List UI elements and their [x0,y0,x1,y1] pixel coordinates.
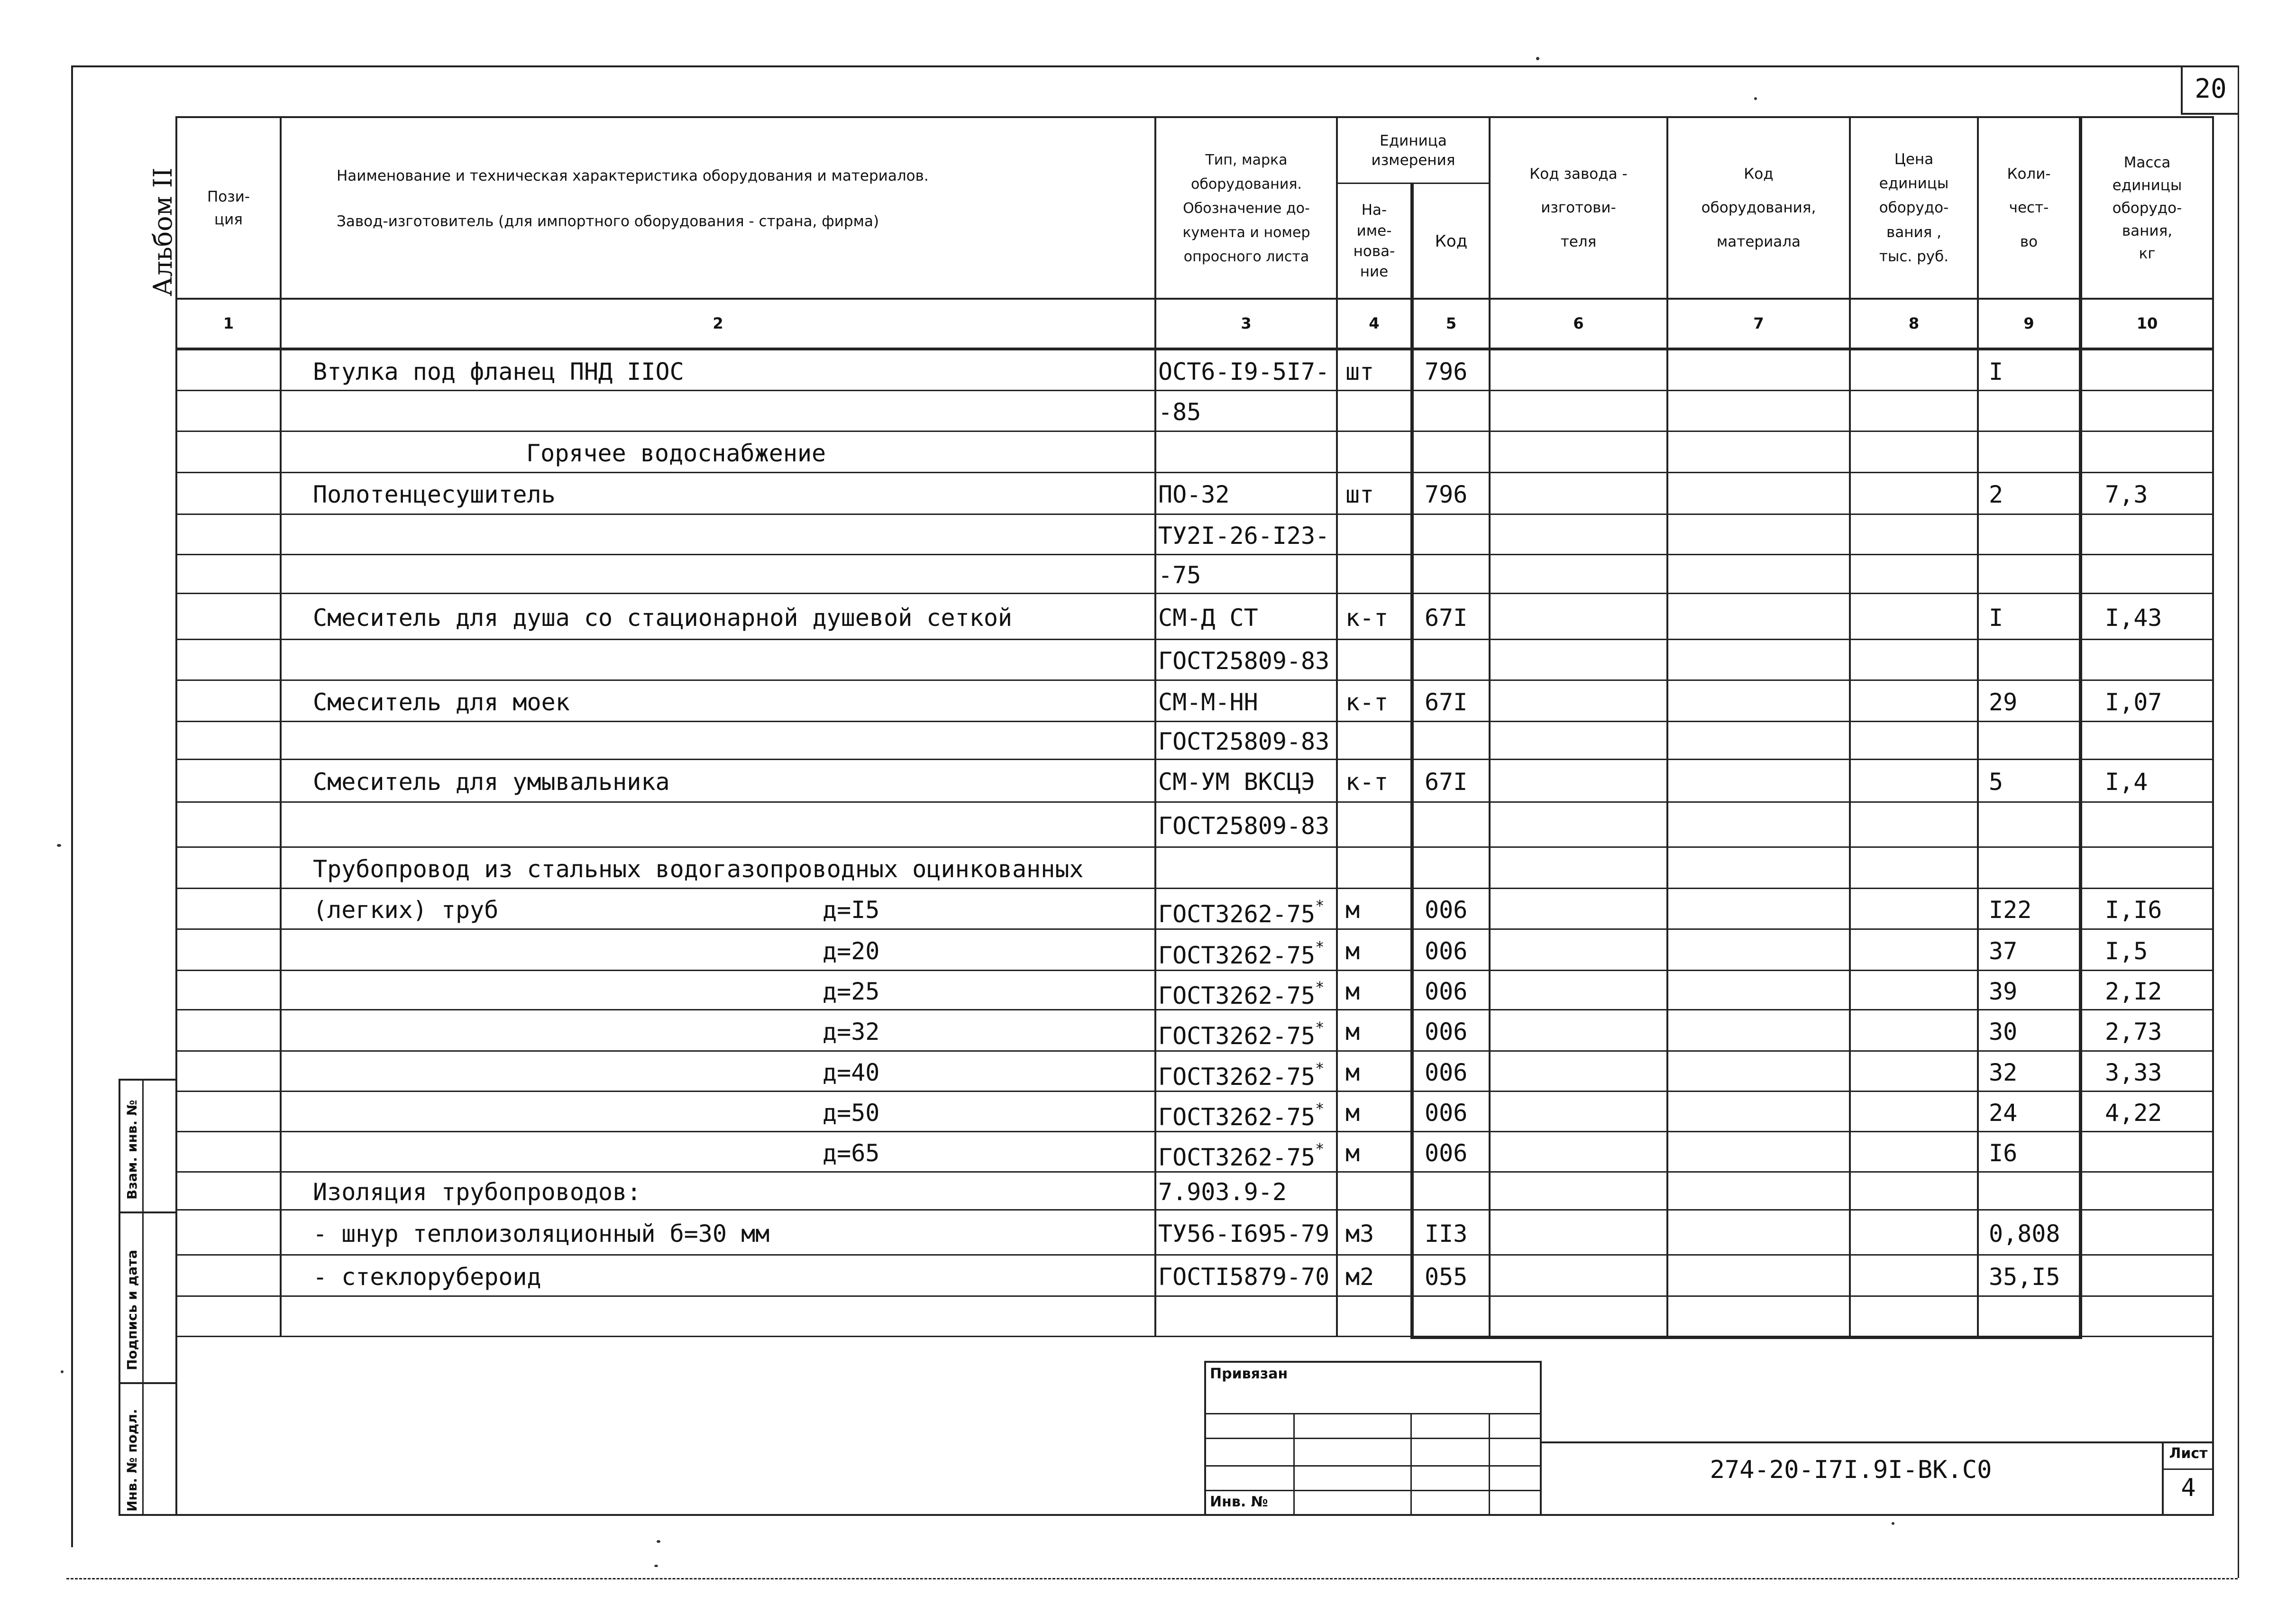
cell-unit: м [1345,1099,1360,1127]
cell-unit-code: 006 [1425,937,1468,965]
table-row-line [175,1209,2214,1211]
doc-code-top [1540,1441,2214,1443]
cell-type: ГОСТ3262-75* [1158,938,1325,969]
page-number-box-left [2181,66,2183,114]
cell-qty: I [1989,358,2003,385]
stamp-col-3 [1489,1413,1490,1515]
header-type: Тип, марка оборудования. Обозначение до- кумента и номер опросного листа [1182,151,1310,265]
stamp-row-2 [1204,1438,1542,1439]
cell-dimension: д=40 [823,1059,880,1086]
col-number-5: 5 [1445,314,1457,332]
side-label-vzam: Взам. инв. № [124,1100,140,1200]
cell-qty: 2 [1989,481,2003,508]
cell-type: ГОСТ25809-83 [1158,728,1330,755]
sheet-label: Лист [2169,1445,2208,1462]
stamp-row-3 [1204,1465,1542,1467]
scan-speck [57,844,61,847]
outer-frame-bottom [66,1578,2238,1579]
cell-unit: м [1345,978,1360,1005]
scan-speck [1536,57,1539,60]
col-number-4: 4 [1369,314,1380,332]
cell-unit-code: 006 [1425,1018,1468,1046]
stamp-col-1 [1293,1413,1295,1515]
cell-qty: I6 [1989,1139,2018,1167]
cell-unit: м [1345,937,1360,965]
table-row-line [175,1171,2214,1173]
cell-type: ТУ56-I695-79 [1158,1220,1330,1248]
table-row-line [175,514,2214,515]
side-stamp-div-2 [119,1382,175,1384]
cell-unit-code: 67I [1425,688,1468,716]
cell-qty: 39 [1989,978,2018,1005]
cell-type: СМ-М-НН [1158,688,1258,716]
table-colnum-bottom [175,348,2214,350]
table-row-line [175,759,2214,760]
stamp-inv-no-label: Инв. № [1210,1494,1268,1510]
cell-unit-code: 006 [1425,1099,1468,1127]
cell-type-star: * [1315,978,1325,996]
cell-mass: I,4 [2105,768,2148,796]
cell-dimension: д=50 [823,1099,880,1127]
table-row-line [175,970,2214,971]
col-number-8: 8 [1908,314,1920,332]
cell-unit: м3 [1345,1220,1374,1248]
table-top [175,116,2214,118]
col-sep-9 [2079,116,2082,1339]
album-label: Альбом II [148,167,178,296]
header-price: Цена единицы оборудо- вания , тыс. руб. [1879,151,1949,265]
stamp-row-4 [1204,1490,1542,1491]
header-unit-code: Код [1435,231,1468,251]
cell-mass: 2,73 [2105,1018,2162,1046]
col-number-6: 6 [1573,314,1584,332]
col-number-3: 3 [1241,314,1252,332]
cell-unit: к-т [1345,688,1389,716]
header-equip-code: Код оборудования, материала [1701,165,1816,250]
cell-type: ТУ2I-26-I23- [1158,522,1330,550]
header-mass: Масса единицы оборудо- вания, кг [2112,154,2182,263]
cell-mass: 7,3 [2105,481,2148,508]
cell-type: OCT6-I9-5I7- [1158,358,1330,385]
cell-unit-code: 006 [1425,1139,1468,1167]
outer-frame-right [2238,65,2239,1578]
table-right-border [2212,116,2214,1515]
side-stamp-bottom [119,1514,2214,1516]
header-name: Наименование и техническая характеристика оборудования и материалов. Завод-изготовитель (для импортного оборудования - страна, фирма) [337,167,929,230]
cell-name: Втулка под фланец ПНД IIOC [313,358,684,385]
cell-type: ГОСТ3262-75* [1158,897,1325,928]
table-row-line [175,1254,2214,1256]
cell-type-star: * [1315,1100,1325,1118]
page-number: 20 [2195,73,2227,104]
header-plant-code: Код завода - изготови- теля [1529,165,1628,250]
cell-type: ГОСТ3262-75* [1158,1100,1325,1131]
cell-unit-code: 006 [1425,896,1468,924]
table-row-line [175,721,2214,722]
table-row-line [175,1009,2214,1010]
cell-mass: 3,33 [2105,1059,2162,1086]
cell-qty: 32 [1989,1059,2018,1086]
col-number-7: 7 [1753,314,1764,332]
col-sep-4 [1410,183,1414,1339]
table-row-line [175,554,2214,555]
scan-speck [654,1565,658,1567]
cell-name: - стеклорубероид [313,1263,541,1291]
cell-unit: м [1345,1018,1360,1046]
cell-qty: 30 [1989,1018,2018,1046]
cell-unit-code: 006 [1425,978,1468,1005]
cell-type-star: * [1315,1059,1325,1077]
stamp-col-2 [1410,1413,1412,1515]
cell-unit: к-т [1345,604,1389,632]
table-row-line [175,1091,2214,1092]
cell-unit: к-т [1345,768,1389,796]
cell-qty: I [1989,604,2003,632]
scan-speck [61,1370,64,1373]
cell-name: Смеситель для душа со стационарной душевой сеткой [313,604,1013,632]
cell-type: -75 [1158,561,1201,589]
cell-name: Смеситель для умывальника [313,768,670,796]
cell-mass: I,5 [2105,937,2148,965]
cell-type: ГОСТ3262-75* [1158,1018,1325,1050]
col-number-2: 2 [713,314,723,332]
table-row-line [175,928,2214,930]
table-row-line [175,390,2214,391]
cell-qty: 35,I5 [1989,1263,2060,1291]
stamp-privyazan-top [1204,1361,1542,1363]
cell-type: ГОСТ3262-75* [1158,1140,1325,1171]
sheet-box-mid [2162,1468,2214,1470]
cell-dimension: д=I5 [823,896,880,924]
table-row-line [175,472,2214,473]
cell-type: СМ-Д СТ [1158,604,1258,632]
header-qty: Коли- чест- во [2007,165,2051,250]
cell-type: ГОСТ3262-75* [1158,1059,1325,1091]
cell-name: (легких) труб [313,896,499,924]
table-row-line [175,846,2214,848]
cell-type: 7.903.9-2 [1158,1178,1287,1206]
cell-type-star: * [1315,1140,1325,1158]
table-row-line [175,888,2214,889]
cell-unit: м [1345,896,1360,924]
cell-type: ГОСТ3262-75* [1158,978,1325,1009]
cell-mass: I,07 [2105,688,2162,716]
page-number-box-bottom [2181,113,2238,115]
stamp-privyazan-label: Привязан [1210,1366,1288,1382]
stamp-row-1 [1204,1413,1542,1414]
cell-unit-code: II3 [1425,1220,1468,1248]
cell-unit: м2 [1345,1263,1374,1291]
table-row-line [175,593,2214,594]
cell-name: Горячее водоснабжение [526,440,826,467]
cell-unit: м [1345,1059,1360,1086]
scan-speck [1892,1522,1894,1525]
cell-unit-code: 796 [1425,481,1468,508]
side-stamp-top [119,1079,175,1081]
cell-unit: шт [1345,358,1374,385]
cell-name: Смеситель для моек [313,688,570,716]
cell-mass: I,I6 [2105,896,2162,924]
cell-type: СМ-УМ ВКСЦЭ [1158,768,1316,796]
table-row-line [175,1131,2214,1132]
cell-name: Трубопровод из стальных водогазопроводных оцинкованных [313,855,1084,883]
col-number-9: 9 [2023,314,2034,332]
cell-type: ГОСТ25809-83 [1158,647,1330,675]
cell-unit: м [1345,1139,1360,1167]
table-row-line [175,1295,2214,1297]
cell-mass: 2,I2 [2105,978,2162,1005]
outer-frame-top [71,65,2238,67]
sheet-number: 4 [2181,1474,2196,1502]
cell-qty: 29 [1989,688,2018,716]
table-row-line [175,801,2214,803]
header-position: Пози- ция [207,188,250,228]
side-label-podpis: Подпись и дата [124,1249,140,1370]
table-body-bottom [175,1336,2214,1337]
scan-speck [657,1540,660,1543]
cell-dimension: д=25 [823,978,880,1005]
cell-qty: I22 [1989,896,2032,924]
cell-type: ГОСТI5879-70 [1158,1263,1330,1291]
cell-unit: шт [1345,481,1374,508]
cell-name: - шнур теплоизоляционный б=30 мм [313,1220,770,1248]
cell-unit-code: 67I [1425,604,1468,632]
side-stamp-div-1 [119,1211,175,1213]
cell-unit-code: 67I [1425,768,1468,796]
side-stamp-mid [142,1079,144,1515]
table-row-line [175,639,2214,640]
cell-mass: I,43 [2105,604,2162,632]
cell-type: ГОСТ25809-83 [1158,812,1330,840]
cell-qty: 5 [1989,768,2003,796]
col-number-1: 1 [223,314,234,332]
table-row-line [175,431,2214,432]
cell-type-star: * [1315,897,1325,915]
cell-dimension: д=65 [823,1139,880,1167]
cell-type: -85 [1158,398,1201,426]
col-number-10: 10 [2136,314,2158,332]
cell-dimension: д=20 [823,937,880,965]
cell-unit-code: 055 [1425,1263,1468,1291]
side-label-inv-podl: Инв. № подл. [124,1409,140,1512]
cell-type-star: * [1315,938,1325,956]
cell-qty: 0,808 [1989,1220,2060,1248]
side-stamp-left [119,1079,120,1515]
cell-qty: 37 [1989,937,2018,965]
cell-name: Полотенцесушитель [313,481,556,508]
table-row-line [175,1050,2214,1052]
cell-qty: 24 [1989,1099,2018,1127]
cell-name: Изоляция трубопроводов: [313,1178,641,1206]
cell-unit-code: 006 [1425,1059,1468,1086]
cell-unit-code: 796 [1425,358,1468,385]
cell-type-star: * [1315,1018,1325,1037]
doc-code: 274-20-I7I.9I-ВК.С0 [1710,1456,1992,1484]
header-unit-name: На- име- нова- ние [1353,202,1395,281]
header-unit-group: Единица измерения [1371,132,1455,169]
table-row-line [175,679,2214,681]
cell-type: ПО-32 [1158,481,1230,508]
outer-frame-left [71,65,73,1547]
cell-dimension: д=32 [823,1018,880,1046]
cell-mass: 4,22 [2105,1099,2162,1127]
scan-speck [1754,97,1757,100]
